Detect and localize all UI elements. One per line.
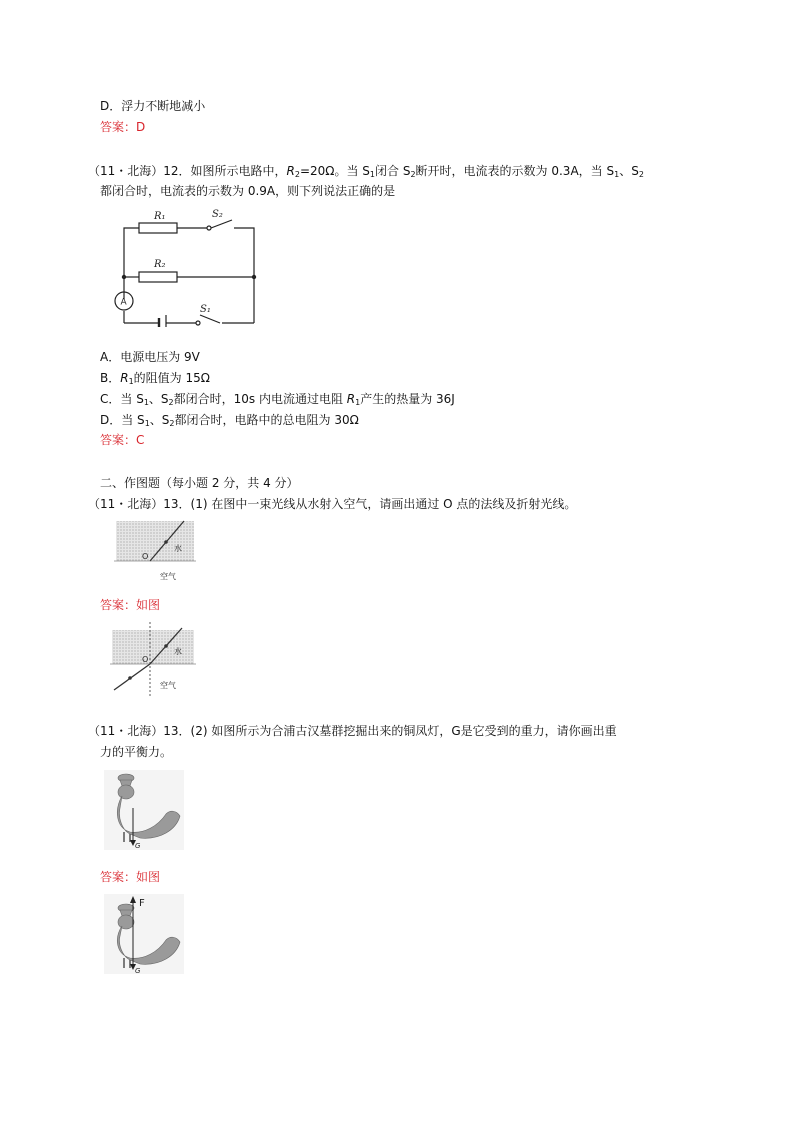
switch-s2: [211, 220, 232, 228]
q13-2-stem-line1: （11・北海）13．(2) 如图所示为合浦古汉墓群挖掘出来的铜凤灯，G是它受到的重力，请你画出重: [88, 724, 617, 738]
label-o: O: [142, 552, 149, 561]
resistor-r2: [139, 272, 177, 282]
label-air: 空气: [160, 681, 176, 690]
bronze-phoenix-lamp-figure: [104, 770, 184, 850]
refraction-question-figure: [114, 517, 196, 587]
q12-option-d: D．当 $S_1$、$S_2$都闭合时，电路中的总电阻为 30Ω: [100, 413, 359, 428]
switch-s1: [200, 315, 220, 323]
label-ammeter: A: [120, 297, 127, 308]
q11-answer: 答案：D: [100, 120, 146, 134]
q12-option-a: A．电源电压为 9V: [100, 350, 200, 364]
q12-stem-line2: 都闭合时，电流表的示数为 0.9A，则下列说法正确的是: [100, 184, 396, 198]
q13-1-stem: （11・北海）13．(1) 在图中一束光线从水射入空气，请画出通过 O 点的法线及折射光线。: [88, 497, 577, 511]
circuit-diagram: [104, 203, 264, 327]
q12-option-b: B．$R_1$的阻值为 15Ω: [100, 371, 210, 386]
q13-2-stem-line2: 力的平衡力。: [100, 745, 173, 759]
section2-heading: 二、作图题（每小题 2 分，共 4 分）: [100, 476, 299, 490]
q12-stem-line1: （11・北海）12．如图所示电路中，$R_2=20\Omega$。当 $S_1$闭合 $S_2$断开时，电流表的示数为 0.3A，当 $S_1$、$S_2$: [88, 164, 644, 179]
label-air: 空气: [160, 572, 176, 581]
label-s2: S₂: [212, 209, 223, 220]
q11-option-d: D．浮力不断地减小: [100, 99, 206, 113]
label-o: O: [142, 655, 149, 664]
bronze-phoenix-lamp-answer-figure: [104, 894, 184, 974]
label-g: G: [135, 967, 141, 974]
label-g: G: [135, 842, 141, 850]
label-r2: R₂: [154, 259, 166, 270]
resistor-r1: [139, 223, 177, 233]
q12-answer: 答案：C: [100, 433, 145, 447]
q13-2-answer: 答案：如图: [100, 870, 161, 884]
label-f: F: [139, 898, 145, 909]
refracted-ray: [114, 664, 150, 690]
label-water: 水: [174, 647, 182, 656]
label-water: 水: [174, 544, 182, 553]
refraction-answer-figure: [110, 620, 196, 698]
q13-1-answer: 答案：如图: [100, 598, 161, 612]
q12-option-c: C．当 $S_1$、$S_2$都闭合时，10s 内电流通过电阻 $R_1$产生的热量为 36J: [100, 392, 455, 407]
label-r1: R₁: [154, 211, 166, 222]
label-s1: S₁: [200, 304, 211, 315]
